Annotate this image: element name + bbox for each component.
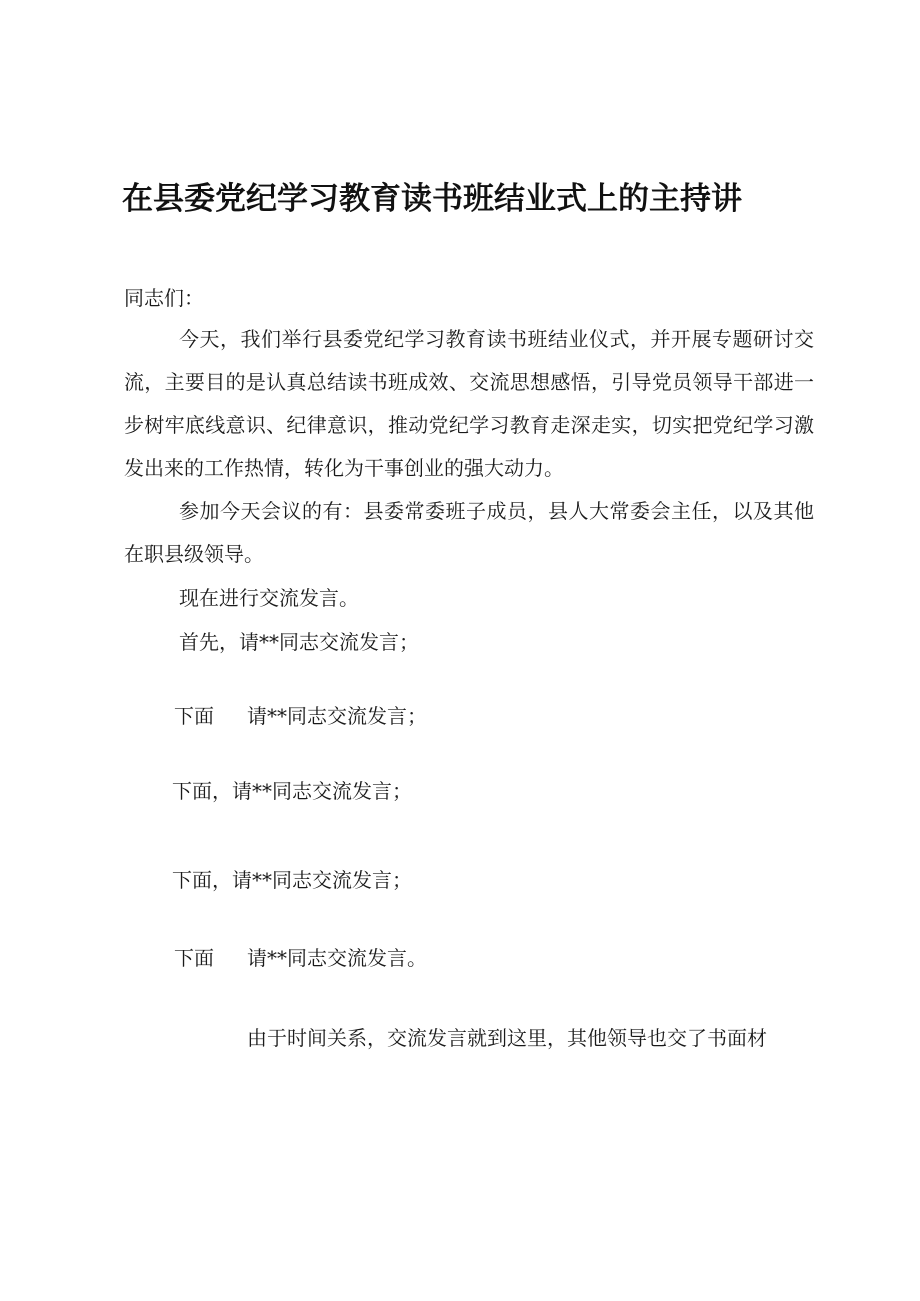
line-next-speaker-3: 下面，请**同志交流发言； xyxy=(172,868,412,892)
line-next-speaker-2: 下面，请**同志交流发言； xyxy=(172,779,412,803)
document-title: 在县委党纪学习教育读书班结业式上的主持讲 xyxy=(122,181,742,217)
line-next-speaker-1: 请**同志交流发言； xyxy=(247,704,427,728)
line-next-speaker-4: 请**同志交流发言。 xyxy=(247,946,427,970)
closing-line: 由于时间关系，交流发言就到这里，其他领导也交了书面材 xyxy=(247,1026,767,1050)
line-next-speaker-1-prefix: 下面 xyxy=(174,704,214,728)
paragraph-opening: 今天，我们举行县委党纪学习教育读书班结业仪式，并开展专题研讨交流，主要目的是认真总结读书班成效、交流思想感悟，引导党员领导干部进一步树牢底线意识、纪律意识，推动党纪学习教育走深走实，切实把党纪学习激发出来的工作热情，转化为干事创业的强大动力。 xyxy=(124,327,814,480)
salutation: 同志们： xyxy=(124,286,204,310)
line-next-speaker-4-prefix: 下面 xyxy=(174,946,214,970)
line-start-exchange: 现在进行交流发言。 xyxy=(179,586,359,610)
paragraph-attendees: 参加今天会议的有：县委常委班子成员，县人大常委会主任，以及其他在职县级领导。 xyxy=(124,499,814,566)
line-first-speaker: 首先，请**同志交流发言； xyxy=(179,630,419,654)
